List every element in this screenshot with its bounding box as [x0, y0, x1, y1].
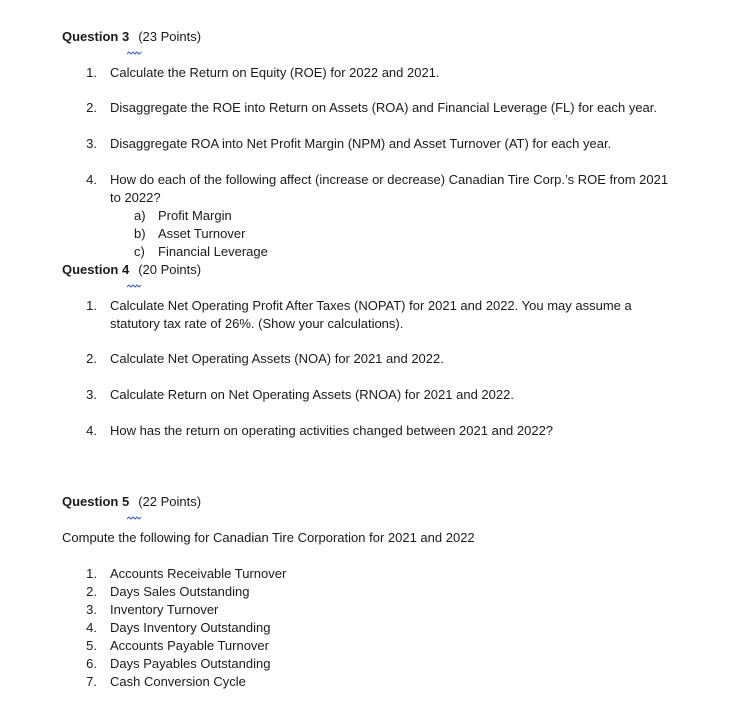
- spellcheck-squiggle-icon: [129, 40, 138, 41]
- q3-item-4-text-line-1: How do each of the following affect (increase or decrease) Canadian Tire Corp.’s ROE from 2021: [110, 172, 669, 187]
- q5-item-1-number: 1.: [86, 566, 97, 581]
- question-4-title: Question 4: [62, 262, 130, 277]
- spellcheck-squiggle-icon: [129, 505, 138, 506]
- q5-item-7-number: 7.: [86, 674, 97, 689]
- q3-subitem-c-letter: c): [134, 244, 145, 259]
- q3-item-3-number: 3.: [86, 136, 97, 151]
- q5-item-3-number: 3.: [86, 602, 97, 617]
- question-5-points: (22 Points): [138, 494, 202, 509]
- q4-item-3-text: Calculate Return on Net Operating Assets (RNOA) for 2021 and 2022.: [110, 387, 514, 402]
- question-5-title: Question 5: [62, 494, 130, 509]
- q5-item-7-text: Cash Conversion Cycle: [110, 674, 246, 689]
- question-4-heading: [62, 261, 201, 278]
- q3-subitem-b-text: Asset Turnover: [158, 226, 246, 241]
- question-3-points: (23 Points): [138, 29, 202, 44]
- q3-item-1-text: Calculate the Return on Equity (ROE) for 2022 and 2021.: [110, 65, 440, 80]
- q5-item-5-text: Accounts Payable Turnover: [110, 638, 269, 653]
- question-3-title: Question 3: [62, 29, 130, 44]
- question-3-heading: [62, 28, 201, 45]
- q4-item-4-text: How has the return on operating activities changed between 2021 and 2022?: [110, 423, 554, 438]
- question-4-points: (20 Points): [138, 262, 202, 277]
- q5-item-6-text: Days Payables Outstanding: [110, 656, 271, 671]
- q4-item-2-number: 2.: [86, 351, 97, 366]
- q4-item-4-number: 4.: [86, 423, 97, 438]
- q5-item-4-number: 4.: [86, 620, 97, 635]
- q3-item-3-text: Disaggregate ROA into Net Profit Margin (NPM) and Asset Turnover (AT) for each year.: [110, 136, 612, 151]
- q5-item-3-text: Inventory Turnover: [110, 602, 219, 617]
- q4-item-1-text-line-1: Calculate Net Operating Profit After Taxes (NOPAT) for 2021 and 2022. You may assume a: [110, 298, 632, 313]
- q3-item-4-number: 4.: [86, 172, 97, 187]
- spellcheck-squiggle-icon: [129, 273, 138, 274]
- q4-item-1-number: 1.: [86, 298, 97, 313]
- q5-item-5-number: 5.: [86, 638, 97, 653]
- q5-item-6-number: 6.: [86, 656, 97, 671]
- question-5-heading: [62, 493, 201, 510]
- q4-item-1-text-line-2: statutory tax rate of 26%. (Show your calculations).: [110, 316, 404, 331]
- q5-item-4-text: Days Inventory Outstanding: [110, 620, 271, 635]
- q3-item-4-text-line-2: to 2022?: [110, 190, 161, 205]
- q5-item-2-text: Days Sales Outstanding: [110, 584, 250, 599]
- q3-subitem-a-letter: a): [134, 208, 146, 223]
- q3-subitem-a-text: Profit Margin: [158, 208, 232, 223]
- q3-item-1-number: 1.: [86, 65, 97, 80]
- q3-subitem-b-letter: b): [134, 226, 146, 241]
- q5-item-2-number: 2.: [86, 584, 97, 599]
- q3-item-2-number: 2.: [86, 100, 97, 115]
- q5-intro-text: Compute the following for Canadian Tire Corporation for 2021 and 2022: [62, 530, 475, 545]
- q4-item-3-number: 3.: [86, 387, 97, 402]
- q4-item-2-text: Calculate Net Operating Assets (NOA) for 2021 and 2022.: [110, 351, 444, 366]
- q5-item-1-text: Accounts Receivable Turnover: [110, 566, 287, 581]
- q3-subitem-c-text: Financial Leverage: [158, 244, 268, 259]
- q3-item-2-text: Disaggregate the ROE into Return on Assets (ROA) and Financial Leverage (FL) for each year.: [110, 100, 657, 115]
